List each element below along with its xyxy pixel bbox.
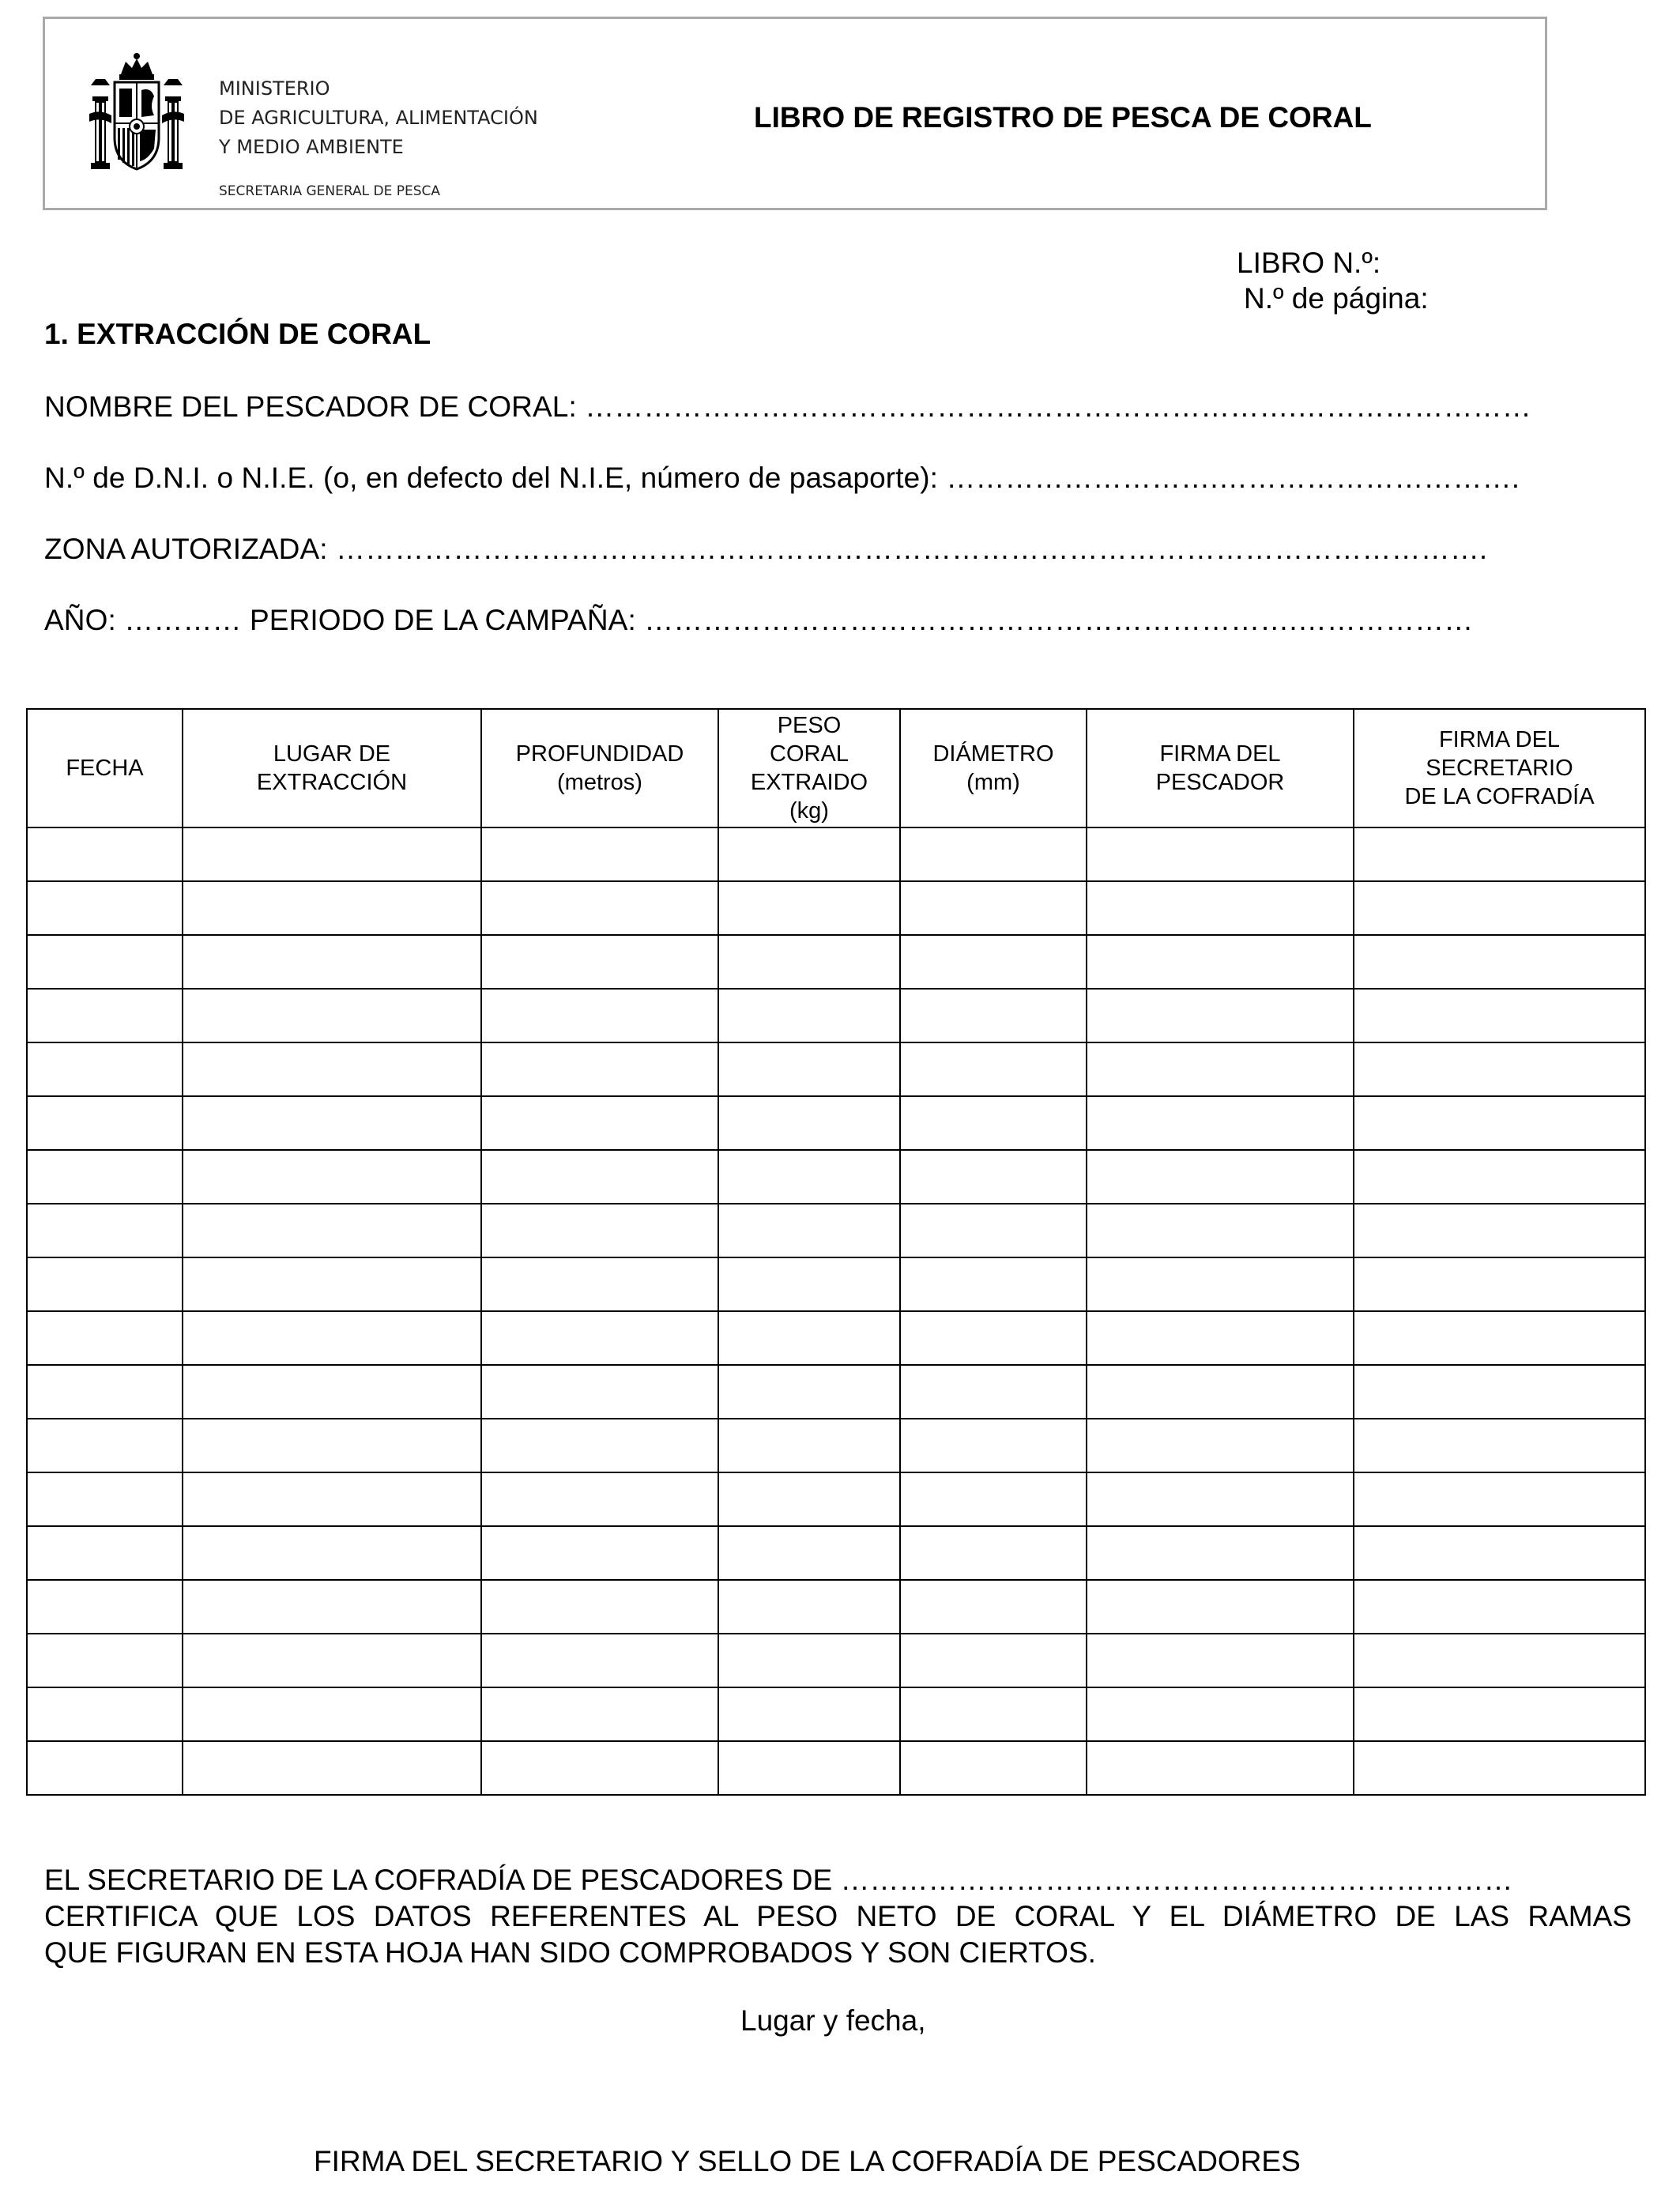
table-cell[interactable] bbox=[481, 827, 718, 881]
table-cell[interactable] bbox=[183, 1472, 481, 1526]
column-header-diametro: DIÁMETRO (mm) bbox=[900, 709, 1087, 827]
table-cell[interactable] bbox=[1354, 1634, 1645, 1687]
table-cell[interactable] bbox=[718, 1741, 900, 1795]
table-cell[interactable] bbox=[718, 1687, 900, 1741]
table-cell[interactable] bbox=[183, 1419, 481, 1472]
id-number-field[interactable]: N.º de D.N.I. o N.I.E. (o, en defecto del N.I.E, número de pasaporte): ……………………….…………………………. bbox=[44, 462, 1520, 494]
table-cell[interactable] bbox=[1087, 1257, 1354, 1311]
table-row bbox=[27, 1634, 1645, 1687]
table-cell[interactable] bbox=[27, 827, 183, 881]
table-cell[interactable] bbox=[1354, 1526, 1645, 1580]
table-cell[interactable] bbox=[183, 1204, 481, 1257]
table-cell[interactable] bbox=[27, 989, 183, 1042]
spanish-coat-of-arms-icon bbox=[86, 51, 187, 177]
libro-number-label: LIBRO N.º: bbox=[1237, 247, 1381, 279]
table-cell[interactable] bbox=[1087, 1634, 1354, 1687]
table-cell[interactable] bbox=[27, 1741, 183, 1795]
page-number-label: N.º de página: bbox=[1244, 282, 1429, 315]
table-cell[interactable] bbox=[183, 1741, 481, 1795]
table-cell[interactable] bbox=[1354, 1042, 1645, 1096]
table-cell[interactable] bbox=[1087, 935, 1354, 989]
table-cell[interactable] bbox=[183, 1687, 481, 1741]
table-cell[interactable] bbox=[1087, 1150, 1354, 1204]
column-header-firma-secretario: FIRMA DEL SECRETARIO DE LA COFRADÍA bbox=[1354, 709, 1645, 827]
table-cell[interactable] bbox=[900, 989, 1087, 1042]
table-cell[interactable] bbox=[900, 1741, 1087, 1795]
table-cell[interactable] bbox=[27, 1096, 183, 1150]
table-cell[interactable] bbox=[900, 1365, 1087, 1419]
table-cell[interactable] bbox=[481, 1472, 718, 1526]
table-cell[interactable] bbox=[183, 1365, 481, 1419]
table-cell[interactable] bbox=[1087, 1311, 1354, 1365]
table-cell[interactable] bbox=[481, 1150, 718, 1204]
ministry-line-1: MINISTERIO bbox=[219, 77, 330, 100]
table-cell[interactable] bbox=[1354, 935, 1645, 989]
table-cell[interactable] bbox=[900, 881, 1087, 935]
table-cell[interactable] bbox=[27, 1634, 183, 1687]
table-cell[interactable] bbox=[900, 1472, 1087, 1526]
table-cell[interactable] bbox=[183, 1311, 481, 1365]
table-cell[interactable] bbox=[27, 1257, 183, 1311]
table-cell[interactable] bbox=[1087, 989, 1354, 1042]
table-cell[interactable] bbox=[27, 1150, 183, 1204]
table-cell[interactable] bbox=[1087, 1365, 1354, 1419]
table-cell[interactable] bbox=[900, 1687, 1087, 1741]
table-row bbox=[27, 1150, 1645, 1204]
table-cell[interactable] bbox=[481, 989, 718, 1042]
table-row bbox=[27, 1687, 1645, 1741]
table-row bbox=[27, 1526, 1645, 1580]
ministry-line-2: DE AGRICULTURA, ALIMENTACIÓN bbox=[219, 107, 538, 129]
table-row bbox=[27, 881, 1645, 935]
table-cell[interactable] bbox=[718, 1311, 900, 1365]
signature-label: FIRMA DEL SECRETARIO Y SELLO DE LA COFRADÍA DE PESCADORES bbox=[314, 2145, 1301, 2177]
table-cell[interactable] bbox=[1087, 1741, 1354, 1795]
table-cell[interactable] bbox=[1087, 1472, 1354, 1526]
table-cell[interactable] bbox=[481, 1311, 718, 1365]
table-cell[interactable] bbox=[183, 1257, 481, 1311]
table-cell[interactable] bbox=[1354, 1365, 1645, 1419]
table-cell[interactable] bbox=[481, 1580, 718, 1634]
table-cell[interactable] bbox=[1354, 1096, 1645, 1150]
table-cell[interactable] bbox=[718, 1472, 900, 1526]
table-body bbox=[27, 827, 1645, 1795]
table-cell[interactable] bbox=[1354, 881, 1645, 935]
table-row bbox=[27, 1580, 1645, 1634]
table-cell[interactable] bbox=[1087, 1687, 1354, 1741]
table-cell[interactable] bbox=[1087, 1419, 1354, 1472]
table-cell[interactable] bbox=[718, 1526, 900, 1580]
table-cell[interactable] bbox=[27, 1687, 183, 1741]
table-cell[interactable] bbox=[900, 1580, 1087, 1634]
column-header-fecha: FECHA bbox=[27, 709, 183, 827]
table-header-row bbox=[27, 709, 1645, 827]
table-cell[interactable] bbox=[481, 935, 718, 989]
table-cell[interactable] bbox=[183, 989, 481, 1042]
table-cell[interactable] bbox=[900, 935, 1087, 989]
table-cell[interactable] bbox=[718, 1150, 900, 1204]
table-row bbox=[27, 1472, 1645, 1526]
table-row bbox=[27, 1096, 1645, 1150]
table-row bbox=[27, 1741, 1645, 1795]
certification-text bbox=[44, 1862, 1632, 1971]
table-cell[interactable] bbox=[481, 1365, 718, 1419]
fisher-name-field[interactable]: NOMBRE DEL PESCADOR DE CORAL: ……………………………………………………………….…………………… bbox=[44, 390, 1531, 423]
column-header-peso: PESO CORAL EXTRAIDO (kg) bbox=[718, 709, 900, 827]
table-cell[interactable] bbox=[718, 881, 900, 935]
table-cell[interactable] bbox=[900, 1526, 1087, 1580]
table-row bbox=[27, 1419, 1645, 1472]
table-cell[interactable] bbox=[183, 1634, 481, 1687]
table-cell[interactable] bbox=[183, 1096, 481, 1150]
table-cell[interactable] bbox=[1354, 1687, 1645, 1741]
table-cell[interactable] bbox=[900, 1257, 1087, 1311]
table-cell[interactable] bbox=[481, 1526, 718, 1580]
table-cell[interactable] bbox=[481, 1042, 718, 1096]
ministry-line-3: Y MEDIO AMBIENTE bbox=[219, 136, 404, 158]
table-cell[interactable] bbox=[183, 1580, 481, 1634]
table-row bbox=[27, 1204, 1645, 1257]
certification-line-2: CERTIFICA QUE LOS DATOS REFERENTES AL PESO NETO DE CORAL Y EL DIÁMETRO DE LAS RAMAS bbox=[44, 1900, 1632, 1932]
table-row bbox=[27, 935, 1645, 989]
certification-line-3: QUE FIGURAN EN ESTA HOJA HAN SIDO COMPROBADOS Y SON CIERTOS. bbox=[44, 1936, 1096, 1969]
table-cell[interactable] bbox=[1354, 1257, 1645, 1311]
table-row bbox=[27, 989, 1645, 1042]
table-cell[interactable] bbox=[27, 1365, 183, 1419]
authorized-zone-field[interactable]: ZONA AUTORIZADA: ………………………………………………………………………………………………………. bbox=[44, 533, 1488, 565]
table-cell[interactable] bbox=[481, 1634, 718, 1687]
table-row bbox=[27, 1311, 1645, 1365]
table-cell[interactable] bbox=[900, 1419, 1087, 1472]
table-cell[interactable] bbox=[1354, 989, 1645, 1042]
table-cell[interactable] bbox=[1087, 1096, 1354, 1150]
table-cell[interactable] bbox=[27, 1042, 183, 1096]
table-cell[interactable] bbox=[1087, 1204, 1354, 1257]
table-row bbox=[27, 1257, 1645, 1311]
table-cell[interactable] bbox=[718, 1634, 900, 1687]
table-cell[interactable] bbox=[1087, 881, 1354, 935]
table-cell[interactable] bbox=[481, 881, 718, 935]
table-cell[interactable] bbox=[1354, 1741, 1645, 1795]
extraction-table bbox=[26, 708, 1646, 1796]
table-cell[interactable] bbox=[718, 1365, 900, 1419]
table-cell[interactable] bbox=[27, 1526, 183, 1580]
table-cell[interactable] bbox=[718, 1096, 900, 1150]
table-cell[interactable] bbox=[27, 1580, 183, 1634]
table-cell[interactable] bbox=[27, 1311, 183, 1365]
table-cell[interactable] bbox=[481, 1096, 718, 1150]
table-cell[interactable] bbox=[183, 827, 481, 881]
certification-line-1[interactable]: EL SECRETARIO DE LA COFRADÍA DE PESCADORES DE …………………………………………………………… bbox=[44, 1864, 1513, 1896]
table-cell[interactable] bbox=[481, 1419, 718, 1472]
table-cell[interactable] bbox=[900, 1204, 1087, 1257]
table-cell[interactable] bbox=[900, 1311, 1087, 1365]
table-cell[interactable] bbox=[718, 989, 900, 1042]
secretaria-label: SECRETARIA GENERAL DE PESCA bbox=[219, 183, 441, 199]
section-title: 1. EXTRACCIÓN DE CORAL bbox=[44, 318, 431, 350]
table-cell[interactable] bbox=[900, 1150, 1087, 1204]
table-row bbox=[27, 1042, 1645, 1096]
table-cell[interactable] bbox=[718, 1257, 900, 1311]
table-cell[interactable] bbox=[718, 1204, 900, 1257]
place-date-label: Lugar y fecha, bbox=[740, 2004, 926, 2037]
year-campaign-field[interactable]: AÑO: ………… PERIODO DE LA CAMPAÑA: ………………………………………………………….……………… bbox=[44, 604, 1474, 636]
column-header-lugar: LUGAR DE EXTRACCIÓN bbox=[183, 709, 481, 827]
table-cell[interactable] bbox=[481, 1741, 718, 1795]
table-cell[interactable] bbox=[183, 881, 481, 935]
table-cell[interactable] bbox=[900, 1634, 1087, 1687]
table-cell[interactable] bbox=[27, 1419, 183, 1472]
table-cell[interactable] bbox=[1087, 827, 1354, 881]
document-title: LIBRO DE REGISTRO DE PESCA DE CORAL bbox=[754, 101, 1372, 134]
table-cell[interactable] bbox=[718, 935, 900, 989]
table-cell[interactable] bbox=[718, 1042, 900, 1096]
table-cell[interactable] bbox=[481, 1204, 718, 1257]
table-cell[interactable] bbox=[718, 1419, 900, 1472]
table-cell[interactable] bbox=[481, 1257, 718, 1311]
table-cell[interactable] bbox=[718, 827, 900, 881]
table-cell[interactable] bbox=[900, 827, 1087, 881]
column-header-profundidad: PROFUNDIDAD (metros) bbox=[481, 709, 718, 827]
table-cell[interactable] bbox=[481, 1687, 718, 1741]
column-header-firma-pescador: FIRMA DEL PESCADOR bbox=[1087, 709, 1354, 827]
table-cell[interactable] bbox=[1087, 1526, 1354, 1580]
table-cell[interactable] bbox=[1354, 1580, 1645, 1634]
ministry-name bbox=[219, 74, 538, 162]
table-cell[interactable] bbox=[183, 1526, 481, 1580]
table-cell[interactable] bbox=[183, 1042, 481, 1096]
table-cell[interactable] bbox=[1354, 1204, 1645, 1257]
table-cell[interactable] bbox=[1354, 1472, 1645, 1526]
table-row bbox=[27, 827, 1645, 881]
table-cell[interactable] bbox=[1354, 827, 1645, 881]
table-cell[interactable] bbox=[27, 935, 183, 989]
table-cell[interactable] bbox=[27, 881, 183, 935]
table-cell[interactable] bbox=[183, 935, 481, 989]
table-cell[interactable] bbox=[183, 1150, 481, 1204]
table-cell[interactable] bbox=[900, 1042, 1087, 1096]
table-cell[interactable] bbox=[27, 1204, 183, 1257]
table-cell[interactable] bbox=[1087, 1580, 1354, 1634]
table-cell[interactable] bbox=[1354, 1419, 1645, 1472]
table-cell[interactable] bbox=[900, 1096, 1087, 1150]
table-cell[interactable] bbox=[1354, 1311, 1645, 1365]
table-cell[interactable] bbox=[27, 1472, 183, 1526]
table-cell[interactable] bbox=[1354, 1150, 1645, 1204]
table-row bbox=[27, 1365, 1645, 1419]
table-cell[interactable] bbox=[1087, 1042, 1354, 1096]
table-cell[interactable] bbox=[718, 1580, 900, 1634]
